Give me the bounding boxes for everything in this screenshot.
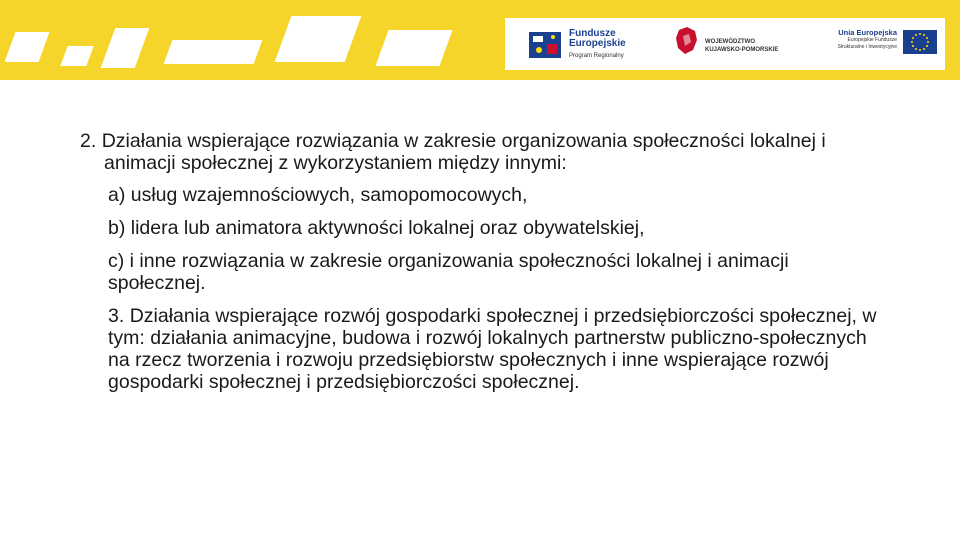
header-band xyxy=(0,0,960,80)
decorative-shape xyxy=(164,40,263,64)
decorative-shape xyxy=(101,28,150,68)
decorative-shape xyxy=(375,30,452,66)
sub-item-b: b) lidera lub animatora aktywności lokalnej oraz obywatelskiej, xyxy=(108,217,645,239)
wojewodztwo-logo xyxy=(675,26,805,66)
sub-item-c: c) i inne rozwiązania w zakresie organizowania społeczności lokalnej i animacji społecznej. xyxy=(108,250,789,294)
item-text: Działania wspierające rozwój gospodarki społecznej i przedsiębiorczości społecznej, w tym: działania animacyjne, budowa i rozwój lokalnych partnerstw publiczno-społecznych na rzecz tworzenia i rozwoju przedsiębiorstw społecznych i inne wspierające rozwój gospodarki społecznej i przedsiębiorczości społecznej. xyxy=(108,305,877,393)
logo-text: Unia Europejska xyxy=(838,28,897,37)
item-number: 2. xyxy=(80,130,97,152)
item-number: 3. xyxy=(108,305,125,327)
fundusze-europejskie-logo xyxy=(527,26,677,66)
logo-text: Program Regionalny xyxy=(569,53,624,59)
sub-item-a: a) usług wzajemnościowych, samopomocowych, xyxy=(108,184,528,206)
logo-text: Europejskie xyxy=(569,38,626,49)
eu-flag-icon xyxy=(903,30,937,54)
logo-text: WOJEWÓDZTWO xyxy=(705,39,755,45)
unia-europejska-logo xyxy=(815,24,940,66)
decorative-shape xyxy=(5,32,50,62)
slide-content xyxy=(80,130,880,393)
fundusze-europejskie-icon xyxy=(527,28,563,62)
decorative-shape xyxy=(60,46,93,66)
decorative-shape xyxy=(275,16,362,62)
list-item-2 xyxy=(80,130,880,174)
region-map-icon xyxy=(675,26,699,56)
logo-text: Fundusze xyxy=(569,28,616,39)
item-text: Działania wspierające rozwiązania w zakresie organizowania społeczności lokalnej i animacji społecznej z wykorzystaniem między innymi: xyxy=(101,130,826,174)
logo-panel xyxy=(505,18,945,70)
logo-text: KUJAWSKO-POMORSKIE xyxy=(705,47,779,53)
logo-text: Strukturalne i Inwestycyjne xyxy=(837,44,897,50)
list-item-3 xyxy=(80,305,880,393)
logo-text: Europejskie Fundusze xyxy=(847,37,897,43)
